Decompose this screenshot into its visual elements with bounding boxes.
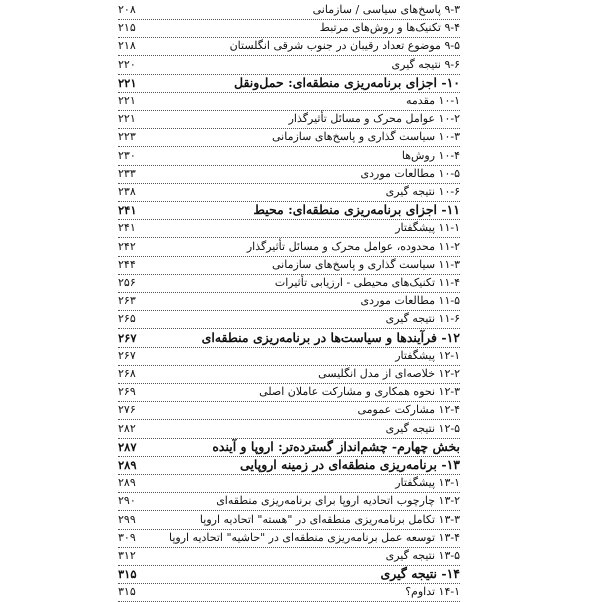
toc-page-number: ۲۶۳ bbox=[118, 294, 136, 308]
toc-entry-row bbox=[0, 146, 600, 166]
toc-entry-row bbox=[0, 473, 600, 493]
toc-entry-row bbox=[0, 382, 600, 402]
toc-entry-title: ۱۰-۴ روش‌ها bbox=[401, 148, 460, 162]
toc-page-number: ۲۴۲ bbox=[118, 239, 136, 253]
toc-entry-title: ۱۱-۲ محدوده، عوامل محرک و مسائل تأثیرگذار bbox=[246, 239, 460, 253]
toc-entry-title: ۱۰-۵ مطالعات موردی bbox=[360, 166, 460, 180]
toc-page-number: ۳۱۵ bbox=[118, 585, 136, 599]
toc-page-number: ۲۶۵ bbox=[118, 312, 136, 326]
toc-entry-title: ۱۳-۳ تکامل برنامه‌ریزی منطقه‌ای در "هسته" اتحادیه اروپا bbox=[199, 512, 460, 526]
toc-page-number: ۲۶۷ bbox=[118, 348, 136, 362]
toc-entry-title: ۱۰-۱ مقدمه bbox=[406, 94, 460, 107]
toc-entry-title: ۱۲-۲ خلاصه‌ای از مدل انگلیسی bbox=[318, 367, 460, 380]
toc-page-number: ۲۲۱ bbox=[118, 94, 136, 107]
toc-page-number: ۲۳۳ bbox=[118, 166, 136, 180]
toc-entry-title: ۱۰-۲ عوامل محرک و مسائل تأثیرگذار bbox=[288, 112, 460, 126]
toc-entry-title: ۱۲-۵ نتیجه گیری bbox=[385, 421, 460, 435]
toc-entry-row bbox=[0, 237, 600, 257]
toc-entry-title: ۹-۳ پاسخ‌های سیاسی / سازمانی bbox=[312, 3, 460, 16]
toc-chapter-title: ۱۰- اجزای برنامه‌ریزی منطقه‌ای: حمل‌ونقل bbox=[234, 74, 460, 90]
toc-page-number: ۲۲۱ bbox=[118, 75, 137, 90]
toc-entry-row bbox=[0, 127, 600, 147]
toc-entry-row bbox=[0, 91, 600, 111]
toc-page-number: ۲۲۳ bbox=[118, 130, 136, 144]
toc-chapter-title: ۱۴- نتیجه گیری bbox=[380, 566, 460, 582]
toc-page-number: ۲۹۹ bbox=[118, 512, 136, 526]
toc-entry-row bbox=[0, 309, 600, 329]
toc-entry-title: ۹-۴ تکنیک‌ها و روش‌های مرتبط bbox=[319, 21, 460, 35]
toc-page-number: ۳۱۲ bbox=[118, 549, 136, 562]
toc-entry-row bbox=[0, 18, 600, 38]
toc-entry-row bbox=[0, 182, 600, 202]
toc-page-number: ۲۴۴ bbox=[118, 257, 136, 271]
toc-page-number: ۲۶۹ bbox=[118, 385, 136, 399]
toc-entry-title: ۱۳-۱ پیشگفتار bbox=[395, 476, 460, 490]
toc-entry-title: ۱۴-۱ تداوم؟ bbox=[405, 585, 460, 599]
toc-page-number: ۲۵۶ bbox=[118, 276, 136, 289]
toc-entry-title: ۱۲-۴ مشارکت عمومی bbox=[357, 403, 460, 417]
toc-entry-title: ۱۱-۶ نتیجه گیری bbox=[385, 312, 460, 326]
toc-page-number: ۲۲۰ bbox=[118, 57, 136, 71]
toc-page-number: ۲۲۱ bbox=[118, 112, 136, 126]
toc-entry-row bbox=[0, 273, 600, 293]
toc-chapter-row bbox=[0, 200, 600, 220]
toc-entry-row bbox=[0, 491, 600, 511]
toc-page-number: ۲۰۸ bbox=[118, 3, 136, 16]
toc-chapter-row bbox=[0, 455, 600, 475]
toc-page-number: ۲۸۹ bbox=[118, 458, 137, 472]
toc-entry-row bbox=[0, 255, 600, 275]
toc-entry-row bbox=[0, 419, 600, 439]
toc-entry-row bbox=[0, 528, 600, 548]
toc-page-number: ۲۶۸ bbox=[118, 367, 136, 380]
toc-entry-row bbox=[0, 55, 600, 75]
toc-entry-title: ۱۳-۴ توسعه عمل برنامه‌ریزی منطقه‌ای در "حاشیه" اتحادیه اروپا bbox=[168, 530, 460, 544]
toc-page-number: ۲۱۵ bbox=[118, 21, 136, 35]
toc-page-number: ۳۱۵ bbox=[118, 567, 137, 582]
toc-chapter-title: بخش چهارم- چشم‌انداز گسترده‌تر: اروپا و آینده bbox=[212, 438, 460, 454]
toc-entry-row bbox=[0, 364, 600, 384]
toc-entry-row bbox=[0, 36, 600, 56]
toc-entry-title: ۹-۶ نتیجه گیری bbox=[391, 57, 460, 71]
toc-page-number: ۲۴۱ bbox=[118, 203, 137, 218]
toc-entry-title: ۱۲-۳ نحوه همکاری و مشارکت عاملان اصلی bbox=[259, 385, 460, 399]
toc-chapter-row bbox=[0, 73, 600, 93]
toc-page-number: ۲۳۸ bbox=[118, 185, 136, 198]
toc-entry-title: ۱۰-۳ سیاست گذاری و پاسخ‌های سازمانی bbox=[272, 130, 460, 144]
toc-page-number: ۲۶۷ bbox=[118, 330, 137, 345]
toc-chapter-row bbox=[0, 437, 600, 457]
toc-page-number: ۲۴۱ bbox=[118, 221, 136, 235]
toc-page-number: ۳۰۹ bbox=[118, 530, 136, 544]
toc-entry-row bbox=[0, 218, 600, 238]
toc-page-number: ۲۸۷ bbox=[118, 439, 137, 454]
toc-entry-row bbox=[0, 346, 600, 366]
toc-entry-row bbox=[0, 400, 600, 420]
toc-entry-row bbox=[0, 582, 600, 602]
toc-chapter-title: ۱۲- فرآیندها و سیاست‌ها در برنامه‌ریزی منطقه‌ای bbox=[201, 329, 460, 345]
toc-entry-title: ۹-۵ موضوع تعداد رقیبان در جنوب شرقی انگلستان bbox=[229, 39, 460, 53]
toc-chapter-title: ۱۱- اجزای برنامه‌ریزی منطقه‌ای: محیط bbox=[253, 202, 460, 218]
toc-entry-title: ۱۱-۴ تکنیک‌های محیطی - ارزیابی تأثیرات bbox=[274, 276, 460, 289]
toc-page-number: ۲۸۲ bbox=[118, 421, 136, 435]
toc-entry-title: ۱۱-۳ سیاست گذاری و پاسخ‌های سازمانی bbox=[272, 257, 460, 271]
toc-entry-title: ۱۰-۶ نتیجه گیری bbox=[385, 185, 460, 198]
toc-entry-title: ۱۳-۵ نتیجه گیری bbox=[385, 549, 460, 562]
toc-entry-title: ۱۲-۱ پیشگفتار bbox=[395, 348, 460, 362]
toc-page-number: ۲۷۶ bbox=[118, 403, 136, 417]
toc-chapter-row bbox=[0, 328, 600, 348]
toc-page-number: ۲۹۰ bbox=[118, 494, 136, 508]
toc-entry-title: ۱۱-۱ پیشگفتار bbox=[395, 221, 460, 235]
toc-page-number: ۲۸۹ bbox=[118, 476, 136, 490]
toc-entry-title: ۱۱-۵ مطالعات موردی bbox=[360, 294, 460, 308]
toc-entry-row bbox=[0, 291, 600, 311]
toc-entry-title: ۱۳-۲ چارچوب اتحادیه اروپا برای برنامه‌ریزی منطقه‌ای bbox=[216, 494, 460, 508]
toc-entry-row bbox=[0, 546, 600, 566]
toc-entry-row bbox=[0, 510, 600, 530]
toc-entry-row bbox=[0, 164, 600, 184]
toc-entry-row bbox=[0, 109, 600, 129]
toc-chapter-row bbox=[0, 564, 600, 584]
toc-entry-row bbox=[0, 0, 600, 20]
toc-chapter-title: ۱۳- برنامه‌ریزی منطقه‌ای در زمینه اروپایی bbox=[240, 457, 460, 472]
toc-page-number: ۲۳۰ bbox=[118, 148, 136, 162]
toc-page-number: ۲۱۸ bbox=[118, 39, 136, 53]
